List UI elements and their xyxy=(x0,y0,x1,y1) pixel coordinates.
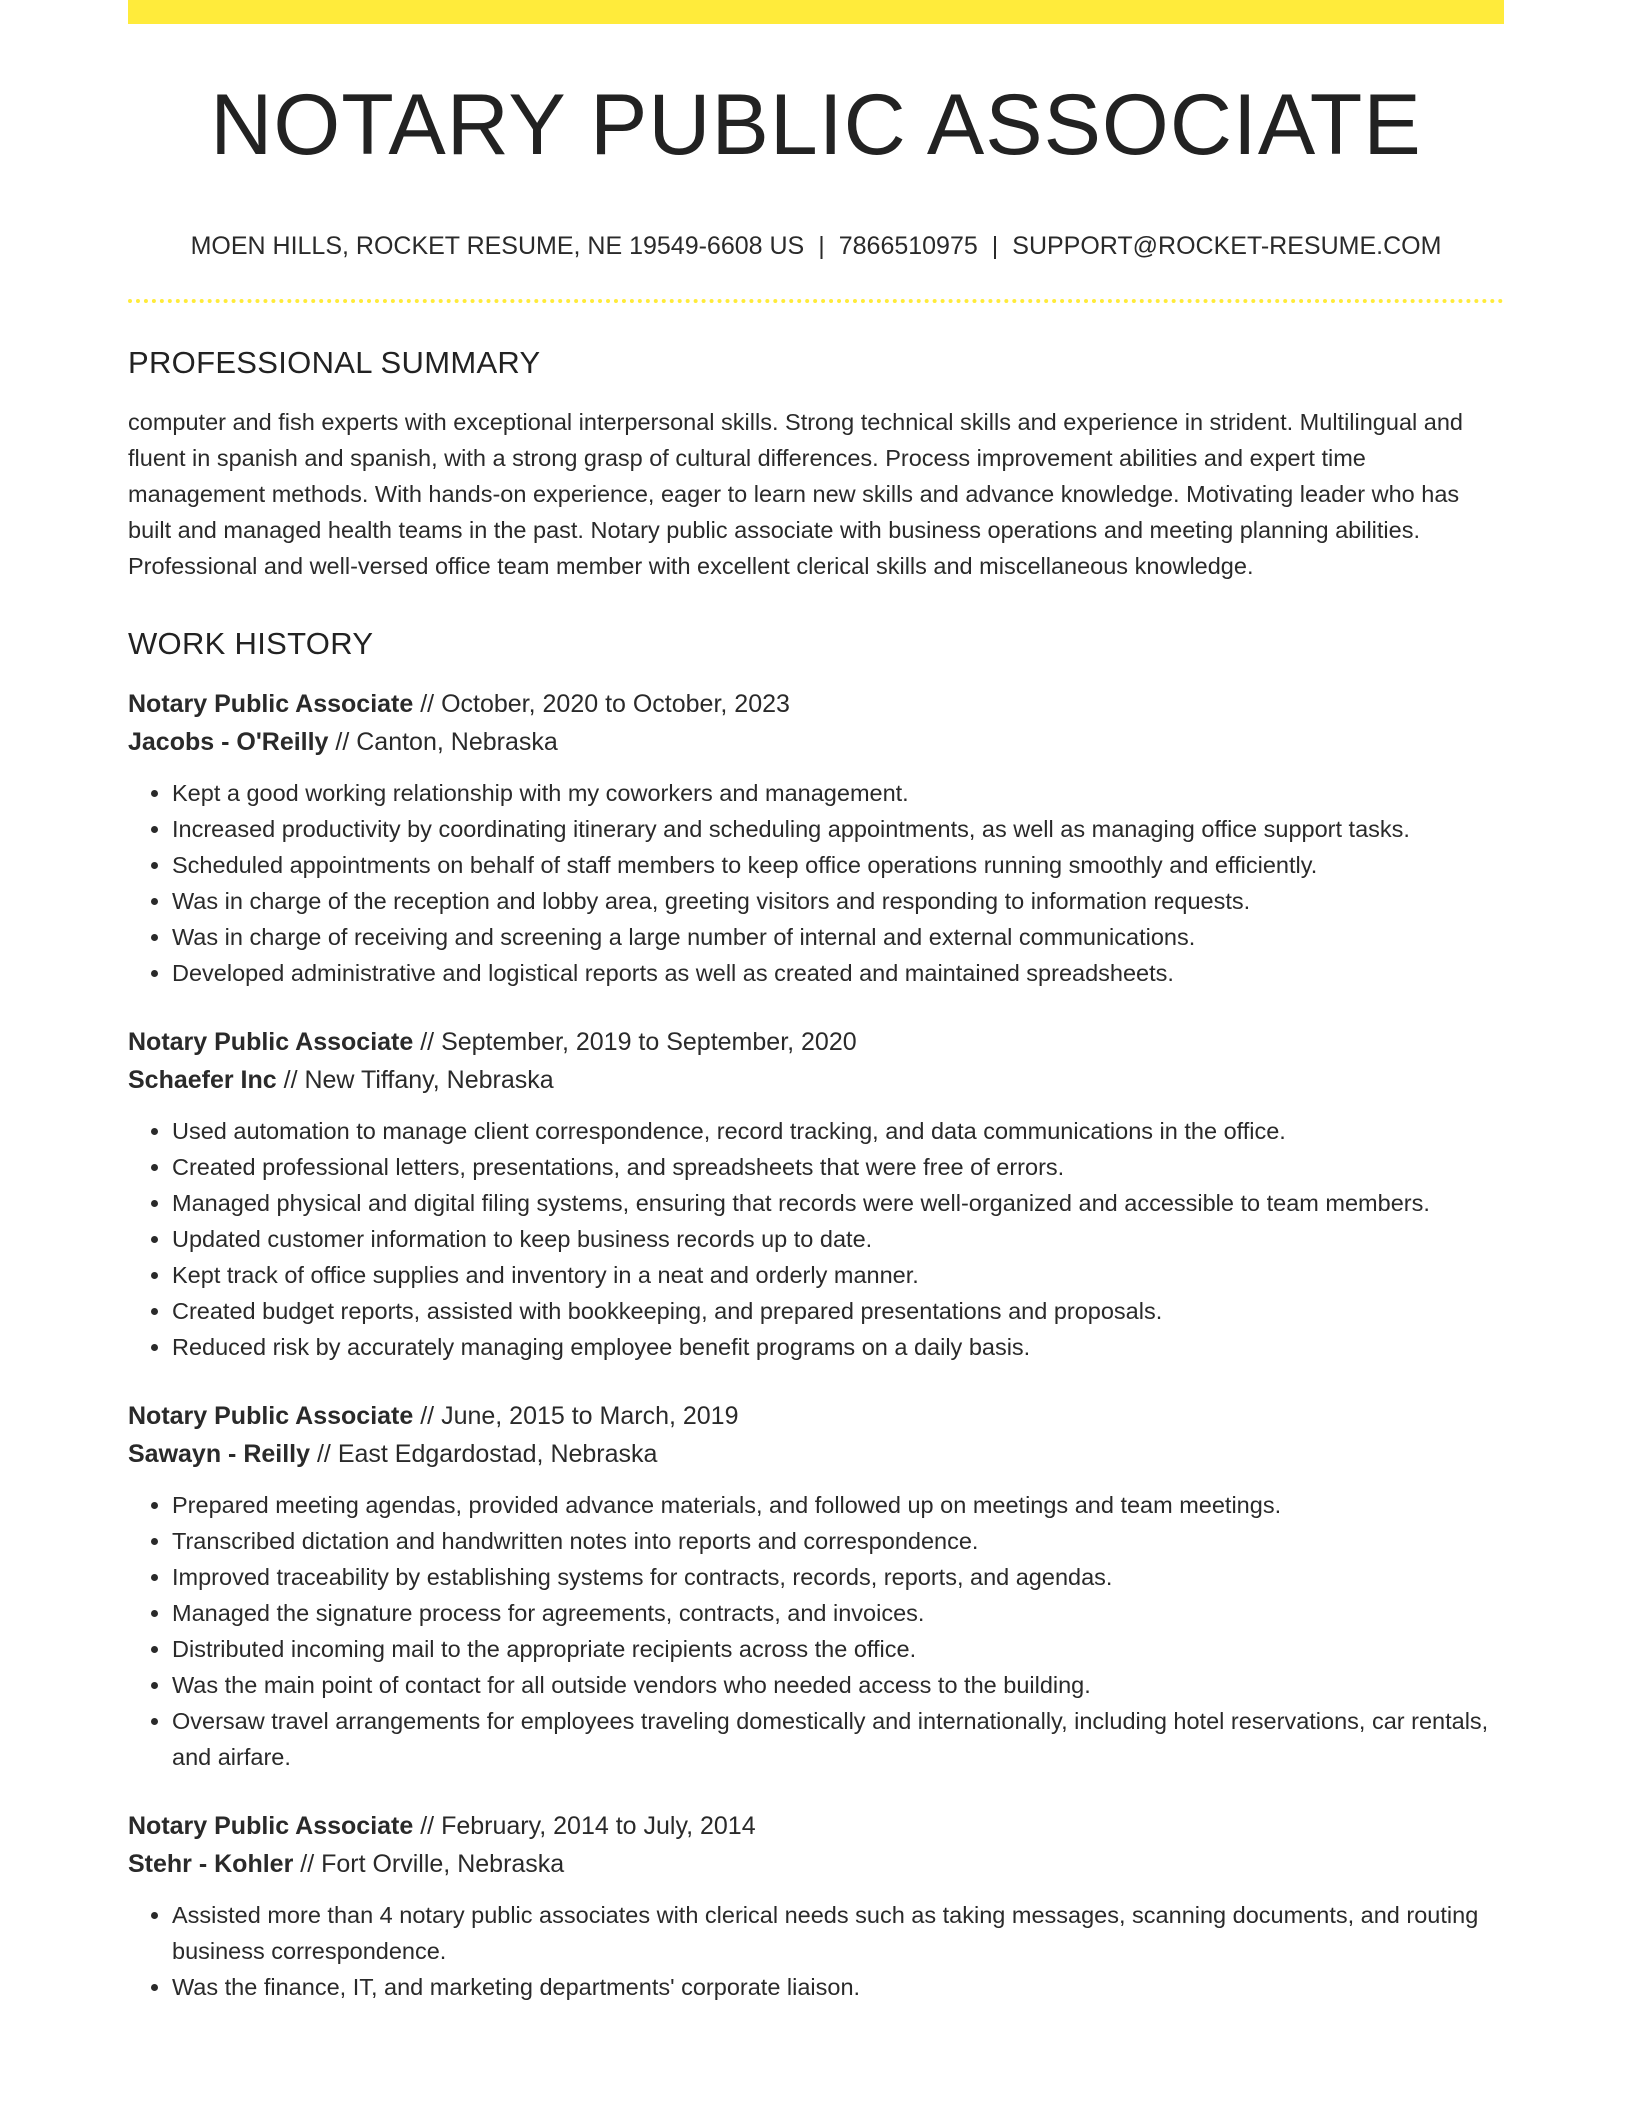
job-bullets xyxy=(128,775,1504,991)
job-bullet: • Developed administrative and logistical reports as well as created and maintained spreadsheets. xyxy=(172,955,1504,991)
job-location: // East Edgardostad, Nebraska xyxy=(310,1440,658,1468)
job-bullet: • Managed physical and digital filing systems, ensuring that records were well-organized and accessible to team members. xyxy=(172,1185,1504,1221)
top-accent-bar xyxy=(128,0,1504,24)
contact-phone[interactable]: 7866510975 xyxy=(838,232,978,260)
job-title-line xyxy=(128,1023,1504,1061)
job-title-line xyxy=(128,1807,1504,1845)
job-title: Notary Public Associate xyxy=(128,1812,414,1840)
job-bullets xyxy=(128,1897,1504,2005)
job-location: // New Tiffany, Nebraska xyxy=(276,1066,554,1094)
job-dates: // September, 2019 to September, 2020 xyxy=(413,1028,857,1056)
resume-name: NOTARY PUBLIC ASSOCIATE xyxy=(210,77,1422,173)
job-bullet: • Was the main point of contact for all outside vendors who needed access to the building. xyxy=(172,1667,1504,1703)
job-company-line xyxy=(128,1061,1504,1100)
contact-address: MOEN HILLS, ROCKET RESUME, NE 19549-6608 US xyxy=(190,232,805,260)
job-bullet: • Transcribed dictation and handwritten notes into reports and correspondence. xyxy=(172,1523,1504,1559)
job-bullet: • Assisted more than 4 notary public associates with clerical needs such as taking messages, scanning documents, and routing business correspondence. xyxy=(172,1897,1504,1969)
work-history-heading: WORK HISTORY xyxy=(128,626,374,661)
job-company-line xyxy=(128,1435,1504,1474)
job-bullet: • Prepared meeting agendas, provided advance materials, and followed up on meetings and team meetings. xyxy=(172,1487,1504,1523)
job-location: // Canton, Nebraska xyxy=(328,728,558,756)
contact-line xyxy=(128,234,1504,259)
job-bullet: • Increased productivity by coordinating itinerary and scheduling appointments, as well as managing office support tasks. xyxy=(172,811,1504,847)
job-location: // Fort Orville, Nebraska xyxy=(293,1850,565,1878)
job-title: Notary Public Associate xyxy=(128,1028,414,1056)
job-company: Jacobs - O'Reilly xyxy=(128,728,329,756)
job-bullet: • Used automation to manage client correspondence, record tracking, and data communications in the office. xyxy=(172,1113,1504,1149)
job-title: Notary Public Associate xyxy=(128,690,414,718)
job-entry xyxy=(128,685,1504,991)
job-dates: // February, 2014 to July, 2014 xyxy=(413,1812,756,1840)
contact-separator: | xyxy=(991,232,999,260)
job-entry xyxy=(128,1807,1504,2005)
resume-page xyxy=(128,0,1504,2005)
job-entry xyxy=(128,1023,1504,1365)
job-bullet: • Was the finance, IT, and marketing departments' corporate liaison. xyxy=(172,1969,1504,2005)
job-dates: // June, 2015 to March, 2019 xyxy=(413,1402,739,1430)
job-bullet: • Oversaw travel arrangements for employees traveling domestically and internationally, including hotel reservations, car rentals, and airfare. xyxy=(172,1703,1504,1775)
job-bullet: • Kept a good working relationship with my coworkers and management. xyxy=(172,775,1504,811)
job-company: Schaefer Inc xyxy=(128,1066,277,1094)
job-title: Notary Public Associate xyxy=(128,1402,414,1430)
summary-text: computer and fish experts with exceptional interpersonal skills. Strong technical skills and experience in strident. Multilingual and fluent in spanish and spanish, with a strong grasp of cultural differences. Process improvement abilities and expert time management methods. With hands-on experience, eager to learn new skills and advance knowledge. Motivating leader who has built and managed health teams in the past. Notary public associate with business operations and meeting planning abilities. Professional and well-versed office team member with excellent clerical skills and miscellaneous knowledge. xyxy=(128,409,1463,579)
job-entry xyxy=(128,1397,1504,1775)
contact-separator: | xyxy=(818,232,825,260)
job-bullet: • Distributed incoming mail to the appropriate recipients across the office. xyxy=(172,1631,1504,1667)
job-bullet: • Improved traceability by establishing systems for contracts, records, reports, and agendas. xyxy=(172,1559,1504,1595)
dotted-divider xyxy=(128,299,1504,303)
summary-heading: PROFESSIONAL SUMMARY xyxy=(128,345,541,380)
job-company: Sawayn - Reilly xyxy=(128,1440,311,1468)
job-bullet: • Kept track of office supplies and inventory in a neat and orderly manner. xyxy=(172,1257,1504,1293)
job-company: Stehr - Kohler xyxy=(128,1850,294,1878)
job-bullet: • Reduced risk by accurately managing employee benefit programs on a daily basis. xyxy=(172,1329,1504,1365)
job-bullets xyxy=(128,1487,1504,1775)
job-bullet: • Managed the signature process for agreements, contracts, and invoices. xyxy=(172,1595,1504,1631)
job-bullet: • Was in charge of the reception and lobby area, greeting visitors and responding to information requests. xyxy=(172,883,1504,919)
job-bullet: • Created professional letters, presentations, and spreadsheets that were free of errors. xyxy=(172,1149,1504,1185)
job-bullet: • Was in charge of receiving and screening a large number of internal and external communications. xyxy=(172,919,1504,955)
job-bullet: • Created budget reports, assisted with bookkeeping, and prepared presentations and proposals. xyxy=(172,1293,1504,1329)
job-bullet: • Updated customer information to keep business records up to date. xyxy=(172,1221,1504,1257)
job-dates: // October, 2020 to October, 2023 xyxy=(413,690,790,718)
contact-email[interactable]: SUPPORT@ROCKET-RESUME.COM xyxy=(1012,232,1442,260)
job-title-line xyxy=(128,685,1504,723)
job-bullets xyxy=(128,1113,1504,1365)
job-company-line xyxy=(128,1845,1504,1884)
job-bullet: • Scheduled appointments on behalf of staff members to keep office operations running smoothly and efficiently. xyxy=(172,847,1504,883)
job-company-line xyxy=(128,723,1504,762)
job-title-line xyxy=(128,1397,1504,1435)
